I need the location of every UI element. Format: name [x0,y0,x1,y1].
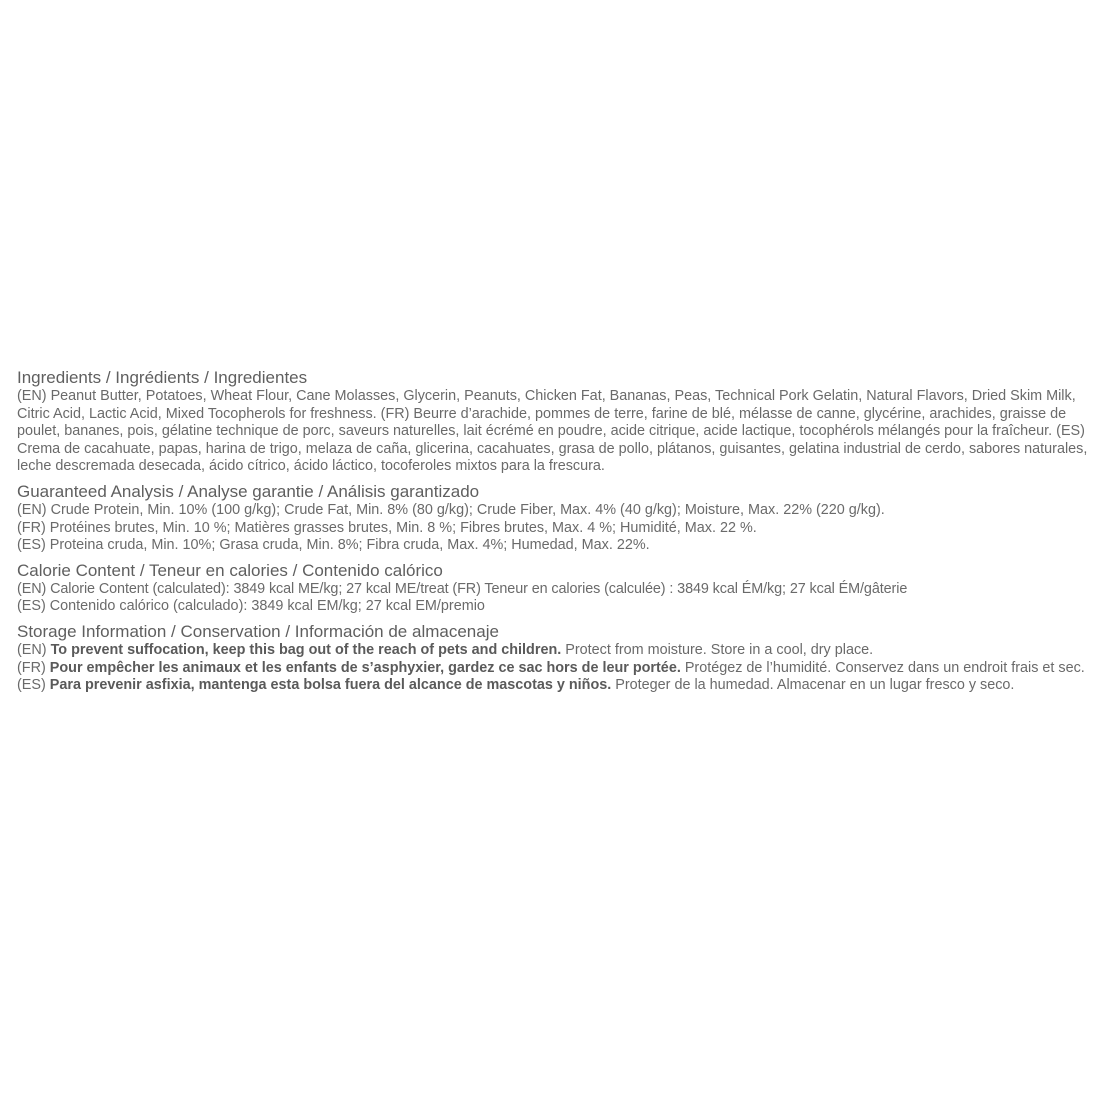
storage-fr-instructions: Protégez de l’humidité. Conservez dans un endroit frais et sec. [680,659,1085,676]
ingredients-section [17,368,1089,476]
storage-es-instructions: Proteger de la humedad. Almacenar en un lugar fresco y seco. [611,677,1015,694]
storage-fr [17,660,1089,678]
guaranteed-analysis-section [17,482,1089,555]
storage-es [17,677,1089,695]
storage-en-prefix: (EN) [17,641,51,658]
guaranteed-analysis-es: (ES) Proteina cruda, Min. 10%; Grasa cruda, Min. 8%; Fibra cruda, Max. 4%; Humedad, Max. 22%. [17,537,650,554]
storage-es-prefix: (ES) [17,677,50,694]
calorie-content-section [17,561,1089,616]
product-label-panel [17,368,1089,701]
storage-fr-prefix: (FR) [17,659,50,676]
storage-en [17,642,1089,660]
calorie-content-line-2: (ES) Contenido calórico (calculado): 3849 kcal EM/kg; 27 kcal EM/premio [17,598,485,615]
storage-en-instructions: Protect from moisture. Store in a cool, dry place. [561,641,874,658]
guaranteed-analysis-fr: (FR) Protéines brutes, Min. 10 %; Matières grasses brutes, Min. 8 %; Fibres brutes, Max. 4 %; Humidité, Max. 22 %. [17,519,757,536]
calorie-content-heading: Calorie Content / Teneur en calories / Contenido calórico [17,560,443,580]
ingredients-heading: Ingredients / Ingrédients / Ingredientes [17,368,308,387]
storage-es-warning: Para prevenir asfixia, mantenga esta bolsa fuera del alcance de mascotas y niños. [49,677,612,694]
ingredients-text: (EN) Peanut Butter, Potatoes, Wheat Flour, Cane Molasses, Glycerin, Peanuts, Chicken Fat, Bananas, Peas, Technical Pork Gelatin, Natural Flavors, Dried Skim Milk, Citric Acid, Lactic Acid, Mixed Tocopherols for freshness. (FR) Beurre d’arachide, pommes de terre, farine de blé, mélasse de canne, glycérine, arachides, graisse de poulet, bananes, pois, gélatine technique de porc, saveurs naturelles, lait écrémé en poudre, acide citrique, acide lactique, tocophérols mélangés pour la fraîcheur. (ES) Crema de cacahuate, papas, harina de trigo, melaza de caña, glicerina, cacahuates, grasa de pollo, plátanos, guisantes, gelatina industrial de cerdo, sabores naturales, leche descremada desecada, ácido cítrico, ácido láctico, tocoferoles mixtos para la frescura. [17,388,1088,475]
storage-en-warning: To prevent suffocation, keep this bag out of the reach of pets and children. [50,641,562,658]
calorie-content-line-1: (EN) Calorie Content (calculated): 3849 kcal ME/kg; 27 kcal ME/treat (FR) Teneur en calories (calculée) : 3849 kcal ÉM/kg; 27 kcal ÉM/gâterie [17,580,908,597]
storage-fr-warning: Pour empêcher les animaux et les enfants de s’asphyxier, gardez ce sac hors de leur portée. [49,659,681,676]
guaranteed-analysis-heading: Guaranteed Analysis / Analyse garantie / Análisis garantizado [17,481,480,501]
guaranteed-analysis-en: (EN) Crude Protein, Min. 10% (100 g/kg); Crude Fat, Min. 8% (80 g/kg); Crude Fiber, Max. 4% (40 g/kg); Moisture, Max. 22% (220 g/kg). [17,501,885,518]
storage-heading: Storage Information / Conservation / Información de almacenaje [17,621,499,641]
storage-section [17,622,1089,695]
